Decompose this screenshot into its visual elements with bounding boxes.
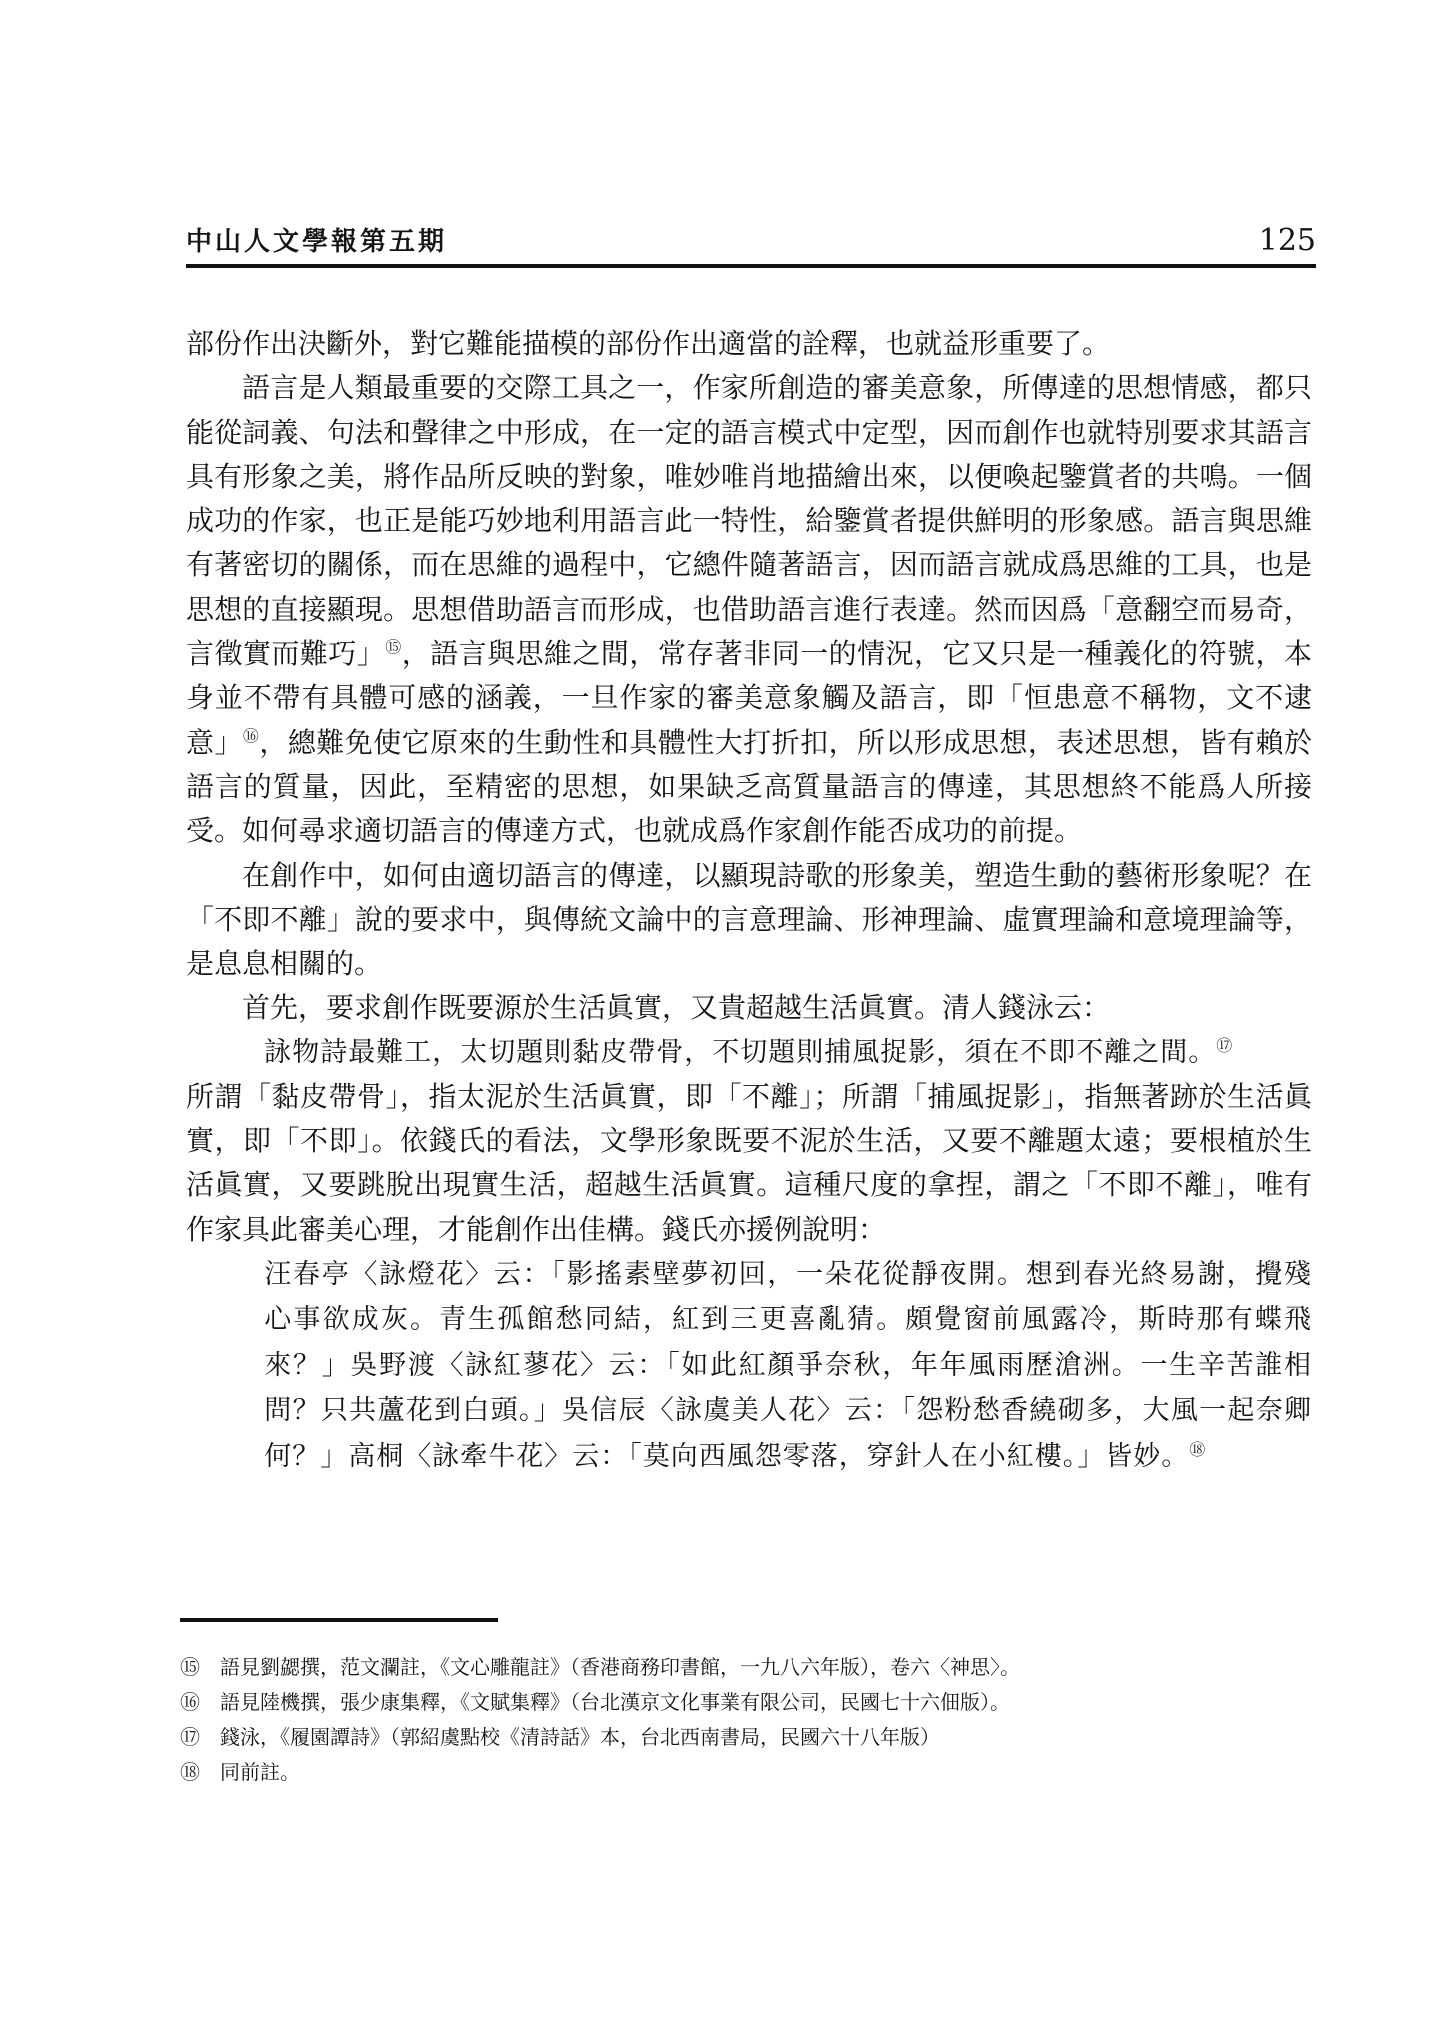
footnote-marker: ⑱ xyxy=(180,1760,200,1784)
block-quote-qian-yong xyxy=(186,1031,1312,1075)
footnote-marker: ⑮ xyxy=(180,1655,200,1679)
footnote-item xyxy=(180,1755,1310,1790)
page-number: 125 xyxy=(1258,223,1316,258)
main-text xyxy=(186,322,1312,1479)
footnote-marker: ⑰ xyxy=(180,1725,200,1749)
paragraph-text: ，總難免使它原來的生動性和具體性大打折扣，所以形成思想，表述思想，皆有賴於語言的質量，因此，至精密的思想，如果缺乏高質量語言的傳達，其思想終不能爲人所接受。如何尋求適切語言的傳達方式，也就成爲作家創作能否成功的前提。 xyxy=(186,725,1312,848)
footnote-text: 語見劉勰撰，范文瀾註，《文心雕龍註》（香港商務印書館，一九八六年版），卷六〈神思〉。 xyxy=(220,1655,1020,1679)
journal-title: 中山人文學報第五期 xyxy=(186,227,448,257)
paragraph-continuation: 部份作出決斷外，對它難能描模的部份作出適當的詮釋，也就益形重要了。 xyxy=(186,327,1111,360)
footnote-divider xyxy=(180,1618,498,1622)
footnote-item xyxy=(180,1650,1310,1685)
footnote-text: 語見陸機撰，張少康集釋，《文賦集釋》（台北漢京文化事業有限公司，民國七十六佃版）。 xyxy=(220,1690,1010,1714)
paragraph-first: 首先，要求創作既要源於生活眞實，又貴超越生活眞實。清人錢泳云： xyxy=(242,991,1111,1025)
footnote-ref-18: ⑱ xyxy=(1189,1439,1207,1459)
running-header xyxy=(186,218,1316,268)
quote-text: 汪春亭〈詠燈花〉云：「影搖素壁夢初回，一朵花從靜夜開。想到春光終易謝，攪殘心事欲成灰。青生孤館愁同結，紅到三更喜亂猜。頗覺窗前風露冷，斯時那有蝶飛來？」吳野渡〈詠紅蓼花〉云：「如此紅顏爭奈秋，年年風雨歷滄洲。一生辛苦誰相問？只共蘆花到白頭。」吳信辰〈詠虞美人花〉云：「怨粉愁香繞砌多，大風一起奈卿何？」高桐〈詠牽牛花〉云：「莫向西風怨零落，穿針人在小紅樓。」皆妙。 xyxy=(264,1258,1312,1472)
paragraph-creation: 在創作中，如何由適切語言的傳達，以顯現詩歌的形象美，塑造生動的藝術形象呢？在「不即不離」說的要求中，與傳統文論中的言意理論、形神理論、虛實理論和意境理論等，是息息相關的。 xyxy=(186,858,1312,981)
footnote-ref-15: ⑮ xyxy=(385,637,402,657)
footnote-item xyxy=(180,1720,1310,1755)
paragraph-explanation: 所謂「黏皮帶骨」，指太泥於生活眞實，即「不離」；所謂「捕風捉影」，指無著跡於生活眞實，即「不即」。依錢氏的看法，文學形象既要不泥於生活，又要不離題太遠；要根植於生活眞實，又要跳脫出現實生活，超越生活眞實。這種尺度的拿捏，謂之「不即不離」，唯有作家具此審美心理，才能創作出佳構。錢氏亦援例說明： xyxy=(186,1079,1312,1246)
footnote-marker: ⑯ xyxy=(180,1690,200,1714)
paragraph-language xyxy=(186,366,1312,853)
footnote-text: 錢泳，《履園譚詩》（郭紹虞點校《清詩話》本，台北西南書局，民國六十八年版） xyxy=(220,1725,940,1749)
footnote-ref-17: ⑰ xyxy=(1216,1035,1234,1055)
footnote-ref-16: ⑯ xyxy=(242,726,260,746)
footnote-text: 同前註。 xyxy=(220,1760,300,1784)
block-quote-poems xyxy=(186,1252,1312,1480)
footnote-item xyxy=(180,1685,1310,1720)
quote-text: 詠物詩最難工，太切題則黏皮帶骨，不切題則捕風捉影，須在不即不離之間。 xyxy=(264,1036,1217,1068)
footnotes xyxy=(180,1650,1310,1790)
paragraph-text: ，語言與思維之間，常存著非同一的情況，它又只是一種義化的符號，本身並不帶有具體可感的涵義，一旦作家的審美意象觸及語言，即「恒患意不稱物，文不逮意」 xyxy=(186,637,1312,759)
paragraph-text: 語言是人類最重要的交際工具之一，作家所創造的審美意象，所傳達的思想情感，都只能從詞義、句法和聲律之中形成，在一定的語言模式中定型，因而創作也就特別要求其語言具有形象之美，將作品所反映的對象，唯妙唯肖地描繪出來，以便喚起鑒賞者的共鳴。一個成功的作家，也正是能巧妙地利用語言此一特性，給鑒賞者提供鮮明的形象感。語言與思維有著密切的關係，而在思維的過程中，它總件隨著語言，因而語言就成爲思維的工具，也是思想的直接顯現。思想借助語言而形成，也借助語言進行表達。然而因爲「意翻空而易奇，言徵實而難巧」 xyxy=(186,371,1312,671)
